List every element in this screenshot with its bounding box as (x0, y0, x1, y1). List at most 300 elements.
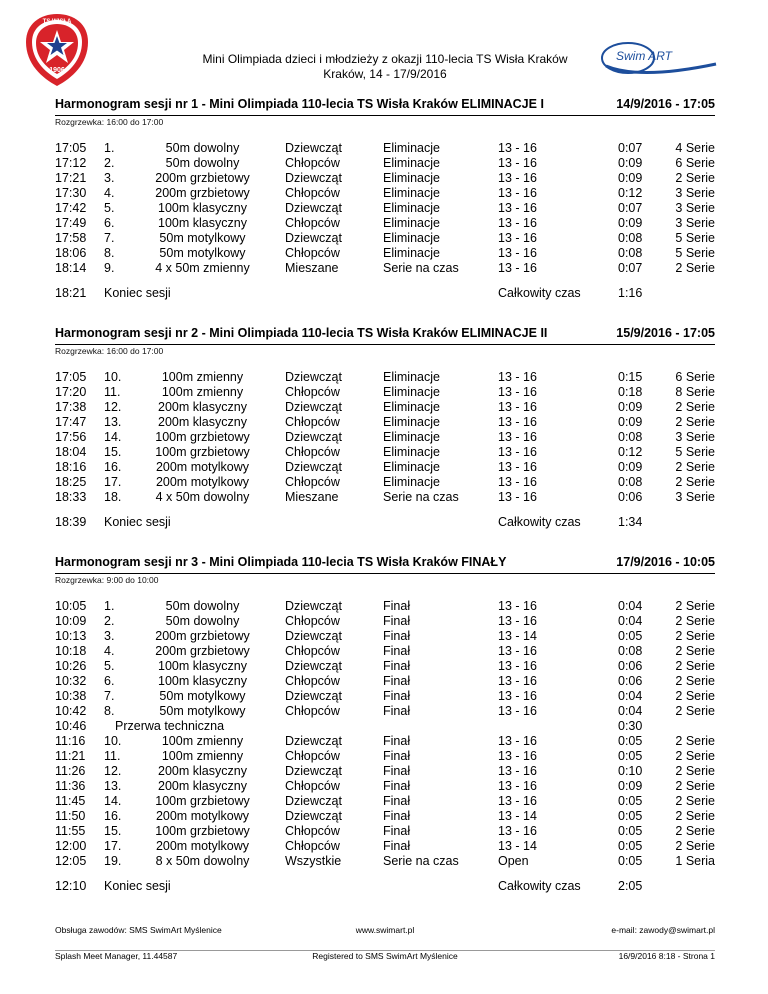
session-list (55, 96, 715, 904)
duration: 0:04 (618, 704, 643, 718)
footer-row-1 (55, 925, 715, 937)
schedule-row (55, 445, 715, 460)
duration: 0:09 (618, 400, 643, 414)
heat-count: 2 Serie (675, 261, 715, 275)
event-number: 16. (104, 460, 122, 474)
event-name: 200m motylkowy (155, 839, 250, 853)
event-name: 100m zmienny (161, 734, 244, 748)
age-group: 13 - 16 (498, 475, 537, 489)
session-end-row (55, 515, 715, 530)
event-number: 8. (104, 704, 115, 718)
start-time: 17:21 (55, 171, 87, 185)
duration: 0:05 (618, 824, 643, 838)
gender: Dziewcząt (285, 809, 342, 823)
gender: Chłopców (285, 385, 340, 399)
session-end-row (55, 879, 715, 894)
heat-count: 2 Serie (675, 475, 715, 489)
heat-count: 2 Serie (675, 764, 715, 778)
heat-count: 3 Serie (675, 490, 715, 504)
round: Eliminacje (383, 186, 440, 200)
round: Eliminacje (383, 415, 440, 429)
round: Eliminacje (383, 430, 440, 444)
duration: 0:15 (618, 370, 643, 384)
footer-organizer: Obsługa zawodów: SMS SwimArt Myślenice (55, 925, 222, 935)
session-date: 14/9/2016 - 17:05 (616, 97, 715, 111)
footer-row-2 (55, 950, 715, 967)
event-number: 17. (104, 839, 122, 853)
event-name: 100m grzbietowy (155, 794, 250, 808)
schedule-row (55, 689, 715, 704)
schedule-row (55, 644, 715, 659)
footer-registration: Registered to SMS SwimArt Myślenice (312, 951, 458, 961)
gender: Dziewcząt (285, 599, 342, 613)
schedule-row (55, 430, 715, 445)
schedule-row (55, 400, 715, 415)
break-label: Przerwa techniczna (115, 719, 225, 733)
total-time-label: Całkowity czas (498, 515, 581, 529)
age-group: 13 - 16 (498, 385, 537, 399)
age-group: 13 - 16 (498, 246, 537, 260)
schedule-rows (55, 141, 715, 276)
schedule-row (55, 156, 715, 171)
age-group: 13 - 16 (498, 764, 537, 778)
heat-count: 2 Serie (675, 415, 715, 429)
age-group: 13 - 16 (498, 674, 537, 688)
event-number: 15. (104, 445, 122, 459)
round: Finał (383, 629, 411, 643)
end-time: 12:10 (55, 879, 87, 893)
heat-count: 2 Serie (675, 809, 715, 823)
session-date: 15/9/2016 - 17:05 (616, 326, 715, 340)
start-time: 10:42 (55, 704, 87, 718)
duration: 0:06 (618, 674, 643, 688)
event-name: 200m klasyczny (158, 400, 247, 414)
event-name: 200m klasyczny (158, 764, 247, 778)
gender: Dziewcząt (285, 201, 342, 215)
start-time: 10:09 (55, 614, 87, 628)
round: Serie na czas (383, 490, 459, 504)
gender: Dziewcząt (285, 460, 342, 474)
gender: Chłopców (285, 644, 340, 658)
event-number: 3. (104, 171, 115, 185)
event-number: 5. (104, 659, 115, 673)
duration: 0:18 (618, 385, 643, 399)
start-time: 18:33 (55, 490, 87, 504)
schedule-row (55, 216, 715, 231)
duration: 0:12 (618, 186, 643, 200)
age-group: 13 - 16 (498, 400, 537, 414)
event-name: 200m grzbietowy (155, 629, 250, 643)
event-number: 10. (104, 370, 122, 384)
round: Serie na czas (383, 854, 459, 868)
age-group: 13 - 16 (498, 415, 537, 429)
gender: Mieszane (285, 261, 339, 275)
duration: 0:05 (618, 749, 643, 763)
round: Finał (383, 704, 411, 718)
gender: Dziewcząt (285, 734, 342, 748)
gender: Chłopców (285, 824, 340, 838)
round: Eliminacje (383, 400, 440, 414)
age-group: 13 - 14 (498, 809, 537, 823)
heat-count: 2 Serie (675, 629, 715, 643)
event-number: 12. (104, 764, 122, 778)
session-title-bar (55, 325, 715, 345)
footer-email: e-mail: zawody@swimart.pl (611, 925, 715, 935)
footer-print-info: 16/9/2016 8:18 - Strona 1 (618, 951, 715, 961)
duration: 0:07 (618, 201, 643, 215)
document-footer (55, 925, 715, 967)
duration: 0:04 (618, 599, 643, 613)
session-title-bar (55, 554, 715, 574)
schedule-row (55, 614, 715, 629)
event-name: 100m grzbietowy (155, 824, 250, 838)
gender: Wszystkie (285, 854, 342, 868)
heat-count: 3 Serie (675, 186, 715, 200)
duration: 0:08 (618, 475, 643, 489)
round: Finał (383, 764, 411, 778)
heat-count: 5 Serie (675, 246, 715, 260)
start-time: 17:05 (55, 370, 87, 384)
round: Finał (383, 734, 411, 748)
schedule-row (55, 231, 715, 246)
gender: Dziewcząt (285, 794, 342, 808)
event-number: 10. (104, 734, 122, 748)
event-number: 3. (104, 629, 115, 643)
start-time: 11:26 (55, 764, 86, 778)
event-number: 18. (104, 490, 122, 504)
gender: Dziewcząt (285, 141, 342, 155)
heat-count: 1 Seria (675, 854, 715, 868)
total-time-label: Całkowity czas (498, 286, 581, 300)
start-time: 11:16 (55, 734, 86, 748)
start-time: 12:05 (55, 854, 87, 868)
age-group: 13 - 16 (498, 689, 537, 703)
schedule-row (55, 475, 715, 490)
schedule-row (55, 734, 715, 749)
event-name: 50m dowolny (165, 141, 240, 155)
age-group: 13 - 16 (498, 430, 537, 444)
gender: Chłopców (285, 674, 340, 688)
event-name: 200m grzbietowy (155, 186, 250, 200)
heat-count: 2 Serie (675, 794, 715, 808)
schedule-row (55, 370, 715, 385)
footer-software: Splash Meet Manager, 11.44587 (55, 951, 178, 961)
schedule-row (55, 261, 715, 276)
start-time: 10:05 (55, 599, 87, 613)
heat-count: 6 Serie (675, 156, 715, 170)
event-name: 100m zmienny (161, 370, 244, 384)
age-group: 13 - 16 (498, 824, 537, 838)
session-title: Harmonogram sesji nr 3 - Mini Olimpiada 110-lecia TS Wisła Kraków FINAŁY (55, 555, 507, 569)
duration: 0:05 (618, 629, 643, 643)
session-date: 17/9/2016 - 10:05 (616, 555, 715, 569)
duration: 0:05 (618, 839, 643, 853)
event-name: 200m motylkowy (155, 475, 250, 489)
start-time: 17:05 (55, 141, 87, 155)
start-time: 10:18 (55, 644, 87, 658)
heat-count: 2 Serie (675, 400, 715, 414)
round: Eliminacje (383, 216, 440, 230)
heat-count: 5 Serie (675, 445, 715, 459)
duration: 0:07 (618, 261, 643, 275)
warmup-info: Rozgrzewka: 16:00 do 17:00 (55, 346, 164, 356)
schedule-row (55, 839, 715, 854)
duration: 0:05 (618, 794, 643, 808)
round: Eliminacje (383, 231, 440, 245)
start-time: 10:46 (55, 719, 87, 733)
event-name: 50m motylkowy (159, 246, 246, 260)
session-title-bar (55, 96, 715, 116)
event-name: 200m motylkowy (155, 460, 250, 474)
gender: Chłopców (285, 704, 340, 718)
event-number: 7. (104, 689, 115, 703)
schedule-row (55, 659, 715, 674)
round: Finał (383, 614, 411, 628)
duration: 0:06 (618, 659, 643, 673)
duration: 0:08 (618, 231, 643, 245)
heat-count: 2 Serie (675, 824, 715, 838)
event-number: 12. (104, 400, 122, 414)
gender: Dziewcząt (285, 689, 342, 703)
gender: Chłopców (285, 779, 340, 793)
duration: 0:07 (618, 141, 643, 155)
event-name: 100m zmienny (161, 749, 244, 763)
round: Finał (383, 824, 411, 838)
heat-count: 2 Serie (675, 644, 715, 658)
start-time: 11:55 (55, 824, 86, 838)
gender: Chłopców (285, 216, 340, 230)
duration: 0:09 (618, 216, 643, 230)
duration: 0:09 (618, 460, 643, 474)
heat-count: 2 Serie (675, 749, 715, 763)
session-block (55, 96, 715, 315)
total-time: 1:34 (618, 515, 643, 529)
start-time: 18:06 (55, 246, 87, 260)
event-number: 2. (104, 614, 115, 628)
start-time: 10:38 (55, 689, 87, 703)
age-group: 13 - 16 (498, 445, 537, 459)
event-number: 6. (104, 674, 115, 688)
event-number: 7. (104, 231, 115, 245)
total-time: 1:16 (618, 286, 643, 300)
duration: 0:08 (618, 644, 643, 658)
duration: 0:08 (618, 246, 643, 260)
club-logo-text: TS WISŁA (42, 19, 72, 25)
title-line-1: Mini Olimpiada dzieci i młodzieży z okazji 110-lecia TS Wisła Kraków (202, 52, 568, 66)
gender: Chłopców (285, 445, 340, 459)
start-time: 18:16 (55, 460, 87, 474)
gender: Chłopców (285, 475, 340, 489)
duration: 0:04 (618, 689, 643, 703)
session-spacer (55, 301, 715, 315)
schedule-row (55, 460, 715, 475)
age-group: 13 - 16 (498, 201, 537, 215)
technical-break-row (55, 719, 715, 734)
end-label: Koniec sesji (104, 286, 171, 300)
duration: 0:06 (618, 490, 643, 504)
event-name: 200m klasyczny (158, 415, 247, 429)
schedule-rows (55, 370, 715, 505)
event-number: 4. (104, 186, 115, 200)
start-time: 12:00 (55, 839, 87, 853)
heat-count: 2 Serie (675, 599, 715, 613)
session-title: Harmonogram sesji nr 2 - Mini Olimpiada 110-lecia TS Wisła Kraków ELIMINACJE II (55, 326, 548, 340)
start-time: 17:47 (55, 415, 87, 429)
event-number: 4. (104, 644, 115, 658)
start-time: 10:32 (55, 674, 87, 688)
age-group: 13 - 16 (498, 370, 537, 384)
start-time: 11:50 (55, 809, 86, 823)
event-name: 100m klasyczny (158, 216, 247, 230)
duration: 0:09 (618, 171, 643, 185)
event-name: 50m dowolny (165, 614, 240, 628)
age-group: 13 - 16 (498, 490, 537, 504)
schedule-row (55, 794, 715, 809)
schedule-row (55, 854, 715, 869)
duration: 0:09 (618, 156, 643, 170)
heat-count: 8 Serie (675, 385, 715, 399)
start-time: 10:26 (55, 659, 87, 673)
gender: Chłopców (285, 415, 340, 429)
round: Eliminacje (383, 475, 440, 489)
gender: Chłopców (285, 749, 340, 763)
heat-count: 2 Serie (675, 674, 715, 688)
age-group: 13 - 16 (498, 460, 537, 474)
gender: Chłopców (285, 246, 340, 260)
schedule-row (55, 824, 715, 839)
round: Eliminacje (383, 445, 440, 459)
gender: Chłopców (285, 186, 340, 200)
warmup-info: Rozgrzewka: 9:00 do 10:00 (55, 575, 159, 585)
event-number: 14. (104, 430, 122, 444)
session-end-row (55, 286, 715, 301)
event-number: 5. (104, 201, 115, 215)
event-name: 100m zmienny (161, 385, 244, 399)
duration: 0:05 (618, 734, 643, 748)
heat-count: 2 Serie (675, 460, 715, 474)
event-name: 50m motylkowy (159, 704, 246, 718)
heat-count: 2 Serie (675, 614, 715, 628)
schedule-row (55, 415, 715, 430)
gender: Chłopców (285, 839, 340, 853)
end-label: Koniec sesji (104, 515, 171, 529)
heat-count: 3 Serie (675, 430, 715, 444)
age-group: 13 - 16 (498, 704, 537, 718)
round: Serie na czas (383, 261, 459, 275)
heat-count: 3 Serie (675, 216, 715, 230)
start-time: 11:36 (55, 779, 86, 793)
round: Finał (383, 749, 411, 763)
age-group: 13 - 16 (498, 156, 537, 170)
title-line-2: Kraków, 14 - 17/9/2016 (323, 67, 447, 81)
schedule-row (55, 779, 715, 794)
event-name: 200m motylkowy (155, 809, 250, 823)
club-logo-year: 1906 (49, 67, 65, 74)
age-group: 13 - 16 (498, 599, 537, 613)
footer-website: www.swimart.pl (355, 925, 415, 935)
gender: Dziewcząt (285, 430, 342, 444)
session-block (55, 325, 715, 544)
start-time: 17:56 (55, 430, 87, 444)
schedule-row (55, 171, 715, 186)
start-time: 17:49 (55, 216, 87, 230)
event-number: 19. (104, 854, 122, 868)
duration: 0:09 (618, 415, 643, 429)
event-name: 200m grzbietowy (155, 171, 250, 185)
heat-count: 2 Serie (675, 689, 715, 703)
event-number: 17. (104, 475, 122, 489)
gender: Dziewcząt (285, 370, 342, 384)
round: Eliminacje (383, 385, 440, 399)
schedule-row (55, 385, 715, 400)
start-time: 18:04 (55, 445, 87, 459)
gender: Chłopców (285, 156, 340, 170)
age-group: 13 - 14 (498, 629, 537, 643)
schedule-row (55, 674, 715, 689)
event-name: 100m klasyczny (158, 674, 247, 688)
swimart-logo-text: Swim ART (616, 49, 673, 63)
round: Finał (383, 779, 411, 793)
event-number: 6. (104, 216, 115, 230)
heat-count: 2 Serie (675, 171, 715, 185)
event-name: 100m grzbietowy (155, 430, 250, 444)
total-time-label: Całkowity czas (498, 879, 581, 893)
start-time: 17:20 (55, 385, 87, 399)
event-name: 100m grzbietowy (155, 445, 250, 459)
round: Finał (383, 794, 411, 808)
round: Finał (383, 689, 411, 703)
start-time: 10:13 (55, 629, 87, 643)
event-name: 50m motylkowy (159, 689, 246, 703)
duration: 0:10 (618, 764, 643, 778)
end-label: Koniec sesji (104, 879, 171, 893)
gender: Chłopców (285, 614, 340, 628)
round: Eliminacje (383, 171, 440, 185)
round: Eliminacje (383, 370, 440, 384)
event-number: 11. (104, 385, 121, 399)
heat-count: 2 Serie (675, 734, 715, 748)
age-group: 13 - 16 (498, 186, 537, 200)
heat-count: 2 Serie (675, 839, 715, 853)
heat-count: 2 Serie (675, 659, 715, 673)
round: Eliminacje (383, 141, 440, 155)
gender: Dziewcząt (285, 171, 342, 185)
schedule-row (55, 809, 715, 824)
event-name: 200m klasyczny (158, 779, 247, 793)
schedule-rows (55, 599, 715, 869)
event-number: 13. (104, 779, 122, 793)
gender: Dziewcząt (285, 764, 342, 778)
round: Eliminacje (383, 460, 440, 474)
total-time: 2:05 (618, 879, 643, 893)
duration: 0:04 (618, 614, 643, 628)
schedule-row (55, 599, 715, 614)
age-group: 13 - 16 (498, 141, 537, 155)
event-number: 1. (104, 141, 115, 155)
session-block (55, 554, 715, 894)
gender: Dziewcząt (285, 231, 342, 245)
event-number: 8. (104, 246, 115, 260)
start-time: 17:42 (55, 201, 87, 215)
swimart-logo (600, 28, 720, 84)
heat-count: 2 Serie (675, 704, 715, 718)
age-group: 13 - 16 (498, 171, 537, 185)
age-group: Open (498, 854, 529, 868)
end-time: 18:21 (55, 286, 87, 300)
heat-count: 4 Serie (675, 141, 715, 155)
event-name: 50m dowolny (165, 599, 240, 613)
event-name: 50m motylkowy (159, 231, 246, 245)
